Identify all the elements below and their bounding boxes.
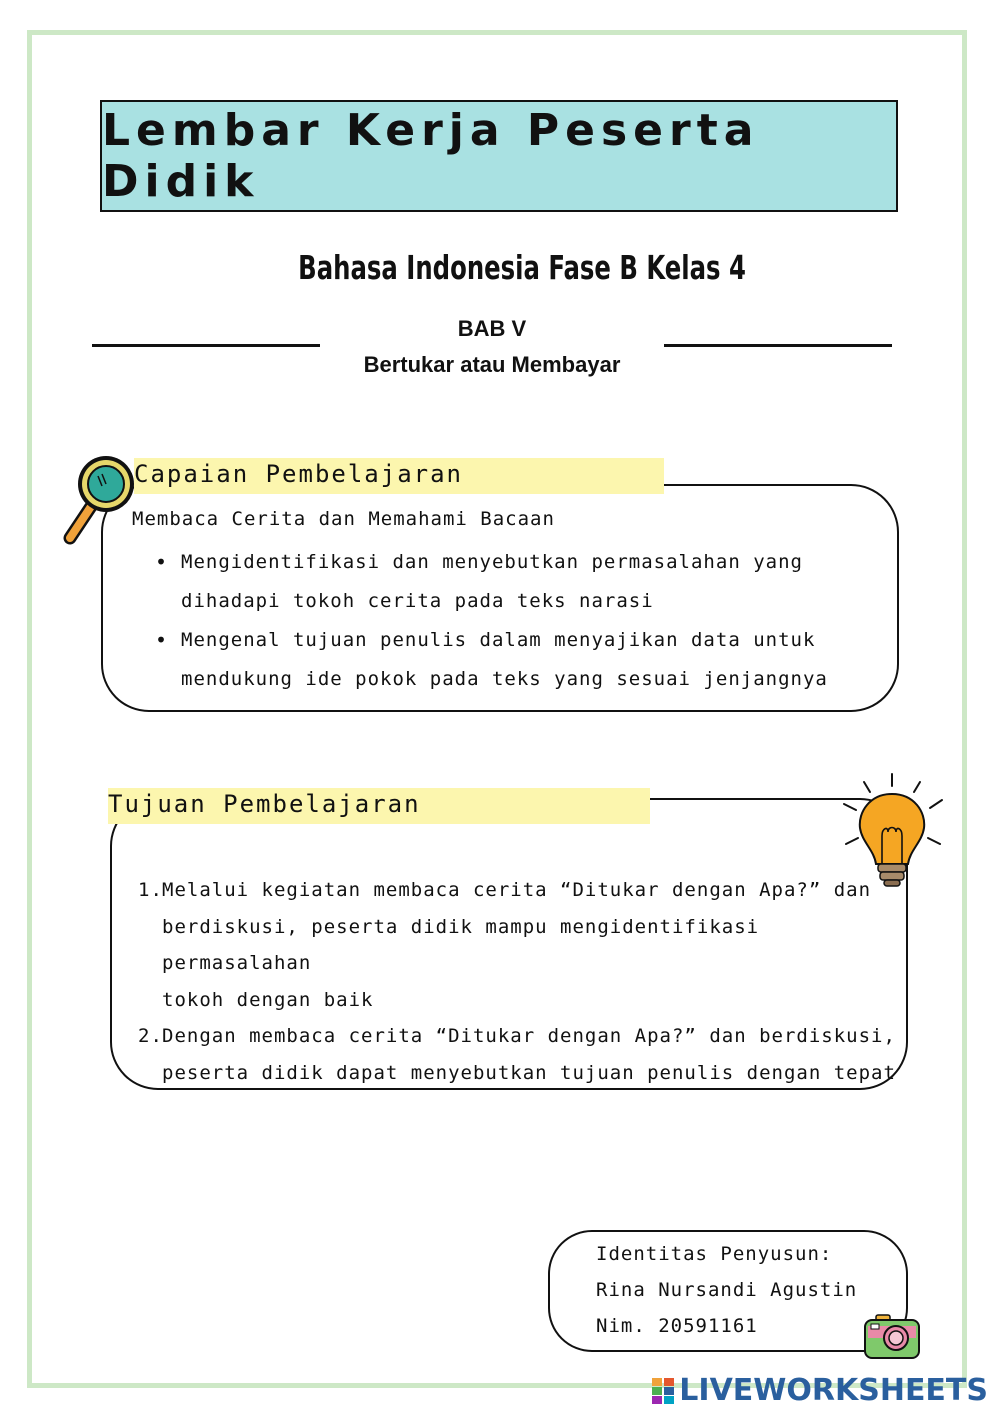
- divider-left: [92, 344, 320, 347]
- footer-brand: [651, 1373, 988, 1408]
- page-title: Lembar Kerja Peserta Didik: [102, 105, 760, 207]
- list-number: 2.: [138, 1025, 163, 1047]
- identity-block: [596, 1236, 857, 1344]
- magnifier-icon: [60, 450, 140, 550]
- list-item-line: • Mengidentifikasi dan menyebutkan permasalahan yang: [181, 551, 803, 573]
- list-item: [155, 543, 875, 621]
- capaian-list: [155, 543, 875, 699]
- brand-name: LIVEWORKSHEETS: [679, 1373, 988, 1408]
- tujuan-list: [138, 872, 898, 1091]
- chapter-title: Bertukar atau Membayar: [363, 352, 621, 377]
- list-item-line: berdiskusi, peserta didik mampu mengidentifikasi permasalahan: [162, 915, 760, 974]
- chapter-number: BAB V: [457, 316, 527, 341]
- list-item-line: Dengan membaca cerita “Ditukar dengan Apa?” dan berdiskusi,: [162, 1025, 896, 1047]
- tujuan-heading: Tujuan Pembelajaran: [108, 788, 650, 824]
- author-name: Rina Nursandi Agustin: [596, 1279, 858, 1301]
- list-item-line: • Mengenal tujuan penulis dalam menyajikan data untuk: [181, 629, 816, 651]
- liveworksheets-logo-icon: [651, 1376, 675, 1406]
- list-item-line: mendukung ide pokok pada teks yang sesuai jenjangnya: [181, 668, 828, 690]
- list-item-line: peserta didik dapat menyebutkan tujuan penulis dengan tepat: [162, 1061, 896, 1084]
- capaian-intro: Membaca Cerita dan Memahami Bacaan: [132, 508, 555, 530]
- capaian-heading: Capaian Pembelajaran: [134, 458, 664, 494]
- subject-heading: Bahasa Indonesia Fase B Kelas 4: [298, 248, 746, 287]
- list-item-line: tokoh dengan baik: [162, 988, 374, 1011]
- list-item-line: dihadapi tokoh cerita pada teks narasi: [181, 590, 654, 612]
- list-item-line: Melalui kegiatan membaca cerita “Ditukar dengan Apa?” dan: [162, 879, 872, 901]
- divider-right: [664, 344, 892, 347]
- list-number: 1.: [138, 879, 163, 901]
- list-item: [138, 872, 898, 1018]
- identity-label: Identitas Penyusun:: [596, 1243, 833, 1265]
- author-nim: Nim. 20591161: [596, 1315, 758, 1337]
- title-banner: [100, 100, 898, 212]
- camera-icon: [862, 1312, 922, 1362]
- list-item: [155, 621, 875, 699]
- list-item: [138, 1018, 898, 1091]
